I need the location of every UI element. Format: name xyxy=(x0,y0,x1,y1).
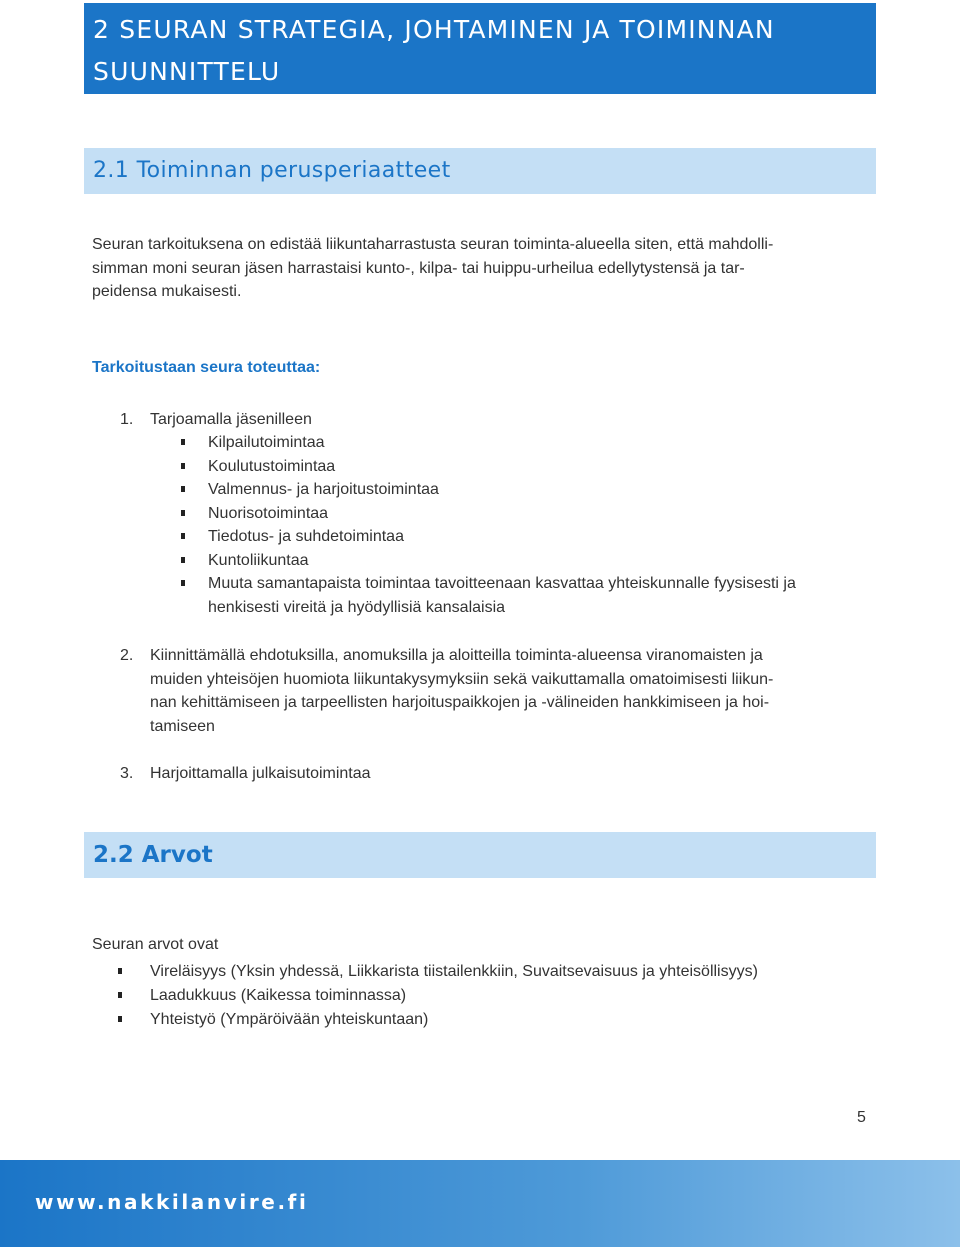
chapter-title-banner xyxy=(84,3,876,94)
square-bullet-icon xyxy=(181,463,185,469)
footer-website-link[interactable]: www.nakkilanvire.fi xyxy=(35,1190,309,1214)
square-bullet-icon xyxy=(181,510,185,516)
square-bullet-icon xyxy=(118,992,122,998)
item-number: 2. xyxy=(120,647,134,664)
intro-line: simman moni seuran jäsen harrastaisi kunto-, kilpa- tai huippu-urheilua edellytystensä ja tar- xyxy=(92,259,745,277)
square-bullet-icon xyxy=(181,580,185,586)
section-heading-2-1: 2.1 Toiminnan perusperiaatteet xyxy=(84,148,876,194)
item-text: Tarjoamalla jäsenilleen xyxy=(150,411,312,428)
item-text xyxy=(150,644,850,738)
section-heading-2-2: 2.2 Arvot xyxy=(84,832,876,878)
square-bullet-icon xyxy=(181,486,185,492)
bullet-text: henkisesti vireitä ja hyödyllisiä kansalaisia xyxy=(208,599,506,616)
square-bullet-icon xyxy=(181,439,185,445)
chapter-title-line-2: SUUNNITTELU xyxy=(93,57,281,86)
square-bullet-icon xyxy=(118,968,122,974)
bullet-text: Yhteistyö (Ympäröivään yhteiskuntaan) xyxy=(150,1011,429,1028)
intro-line: peidensa mukaisesti. xyxy=(92,283,242,300)
item-text: Harjoittamalla julkaisutoimintaa xyxy=(150,765,371,782)
item-text-line: muiden yhteisöjen huomiota liikuntakysymyksiin sekä vaikuttamalla omatoimisesti liikun- xyxy=(150,670,774,688)
section1-intro-paragraph xyxy=(92,233,872,304)
square-bullet-icon xyxy=(181,557,185,563)
bullet-text: Nuorisotoimintaa xyxy=(208,505,329,522)
bullet-text: Kilpailutoimintaa xyxy=(208,434,325,451)
square-bullet-icon xyxy=(181,533,185,539)
item-text-line: Kiinnittämällä ehdotuksilla, anomuksilla ja aloitteilla toiminta-alueensa viranomaisten ja xyxy=(150,647,763,664)
bullet-text: Kuntoliikuntaa xyxy=(208,552,309,569)
chapter-title-line-1: 2 SEURAN STRATEGIA, JOHTAMINEN JA TOIMINNAN xyxy=(93,15,775,44)
bullet-text: Valmennus- ja harjoitustoimintaa xyxy=(208,481,439,498)
intro-line: Seuran tarkoituksena on edistää liikuntaharrastusta seuran toiminta-alueella siten, että mahdolli- xyxy=(92,236,774,253)
item-number: 3. xyxy=(120,765,134,782)
bullet-text: Laadukkuus (Kaikessa toiminnassa) xyxy=(150,987,407,1004)
item-number: 1. xyxy=(120,411,134,428)
bullet-text: Koulutustoimintaa xyxy=(208,458,336,475)
bullet-text: Tiedotus- ja suhdetoimintaa xyxy=(208,528,404,545)
section1-subheading: Tarkoitustaan seura toteuttaa: xyxy=(92,359,321,376)
bullet-text: Muuta samantapaista toimintaa tavoitteenaan kasvattaa yhteiskunnalle fyysisesti ja xyxy=(208,575,796,592)
section2-intro: Seuran arvot ovat xyxy=(92,936,219,953)
item-text-line: tamiseen xyxy=(150,717,215,735)
item-text-line: nan kehittämiseen ja tarpeellisten harjoituspaikkojen ja -välineiden hankkimiseen ja hoi- xyxy=(150,694,770,711)
page-number: 5 xyxy=(857,1109,866,1126)
square-bullet-icon xyxy=(118,1016,122,1022)
bullet-text: Vireläisyys (Yksin yhdessä, Liikkarista tiistailenkkiin, Suvaitsevaisuus ja yhteisöllisyys) xyxy=(150,963,758,980)
